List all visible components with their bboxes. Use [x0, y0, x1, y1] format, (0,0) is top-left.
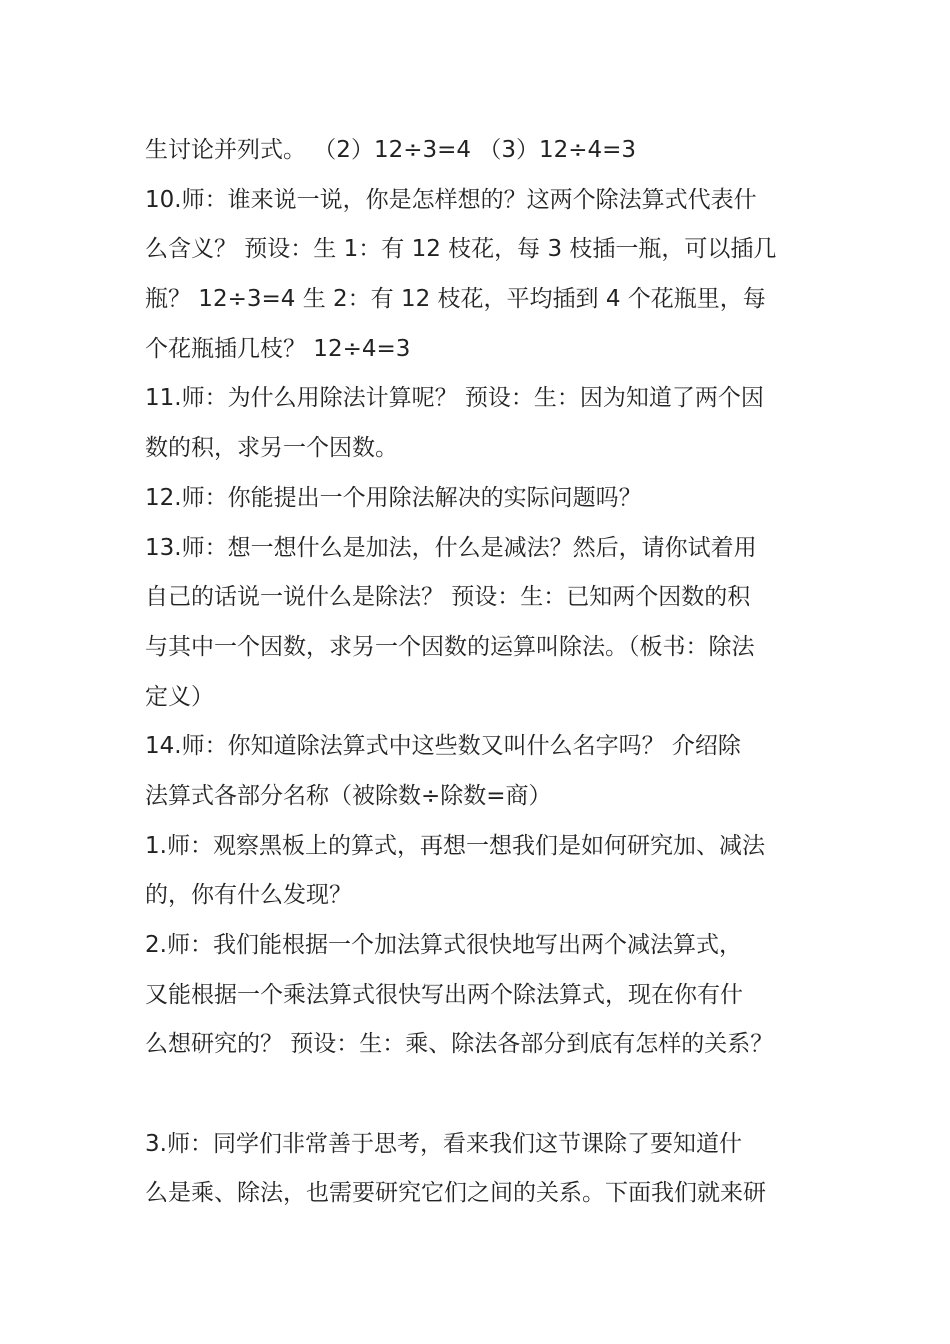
text-line: 12.师：你能提出一个用除法解决的实际问题吗？: [145, 484, 642, 511]
text-line: 13.师：想一想什么是加法，什么是减法？然后，请你试着用: [145, 534, 757, 561]
text-line: 么想研究的？ 预设：生：乘、除法各部分到底有怎样的关系？: [145, 1031, 774, 1058]
blank-line: [145, 1070, 835, 1120]
text-line: 瓶？ 12÷3=4 生 2：有 12 枝花，平均插到 4 个花瓶里，每: [145, 286, 766, 313]
text-line: 3.师：同学们非常善于思考，看来我们这节课除了要知道什: [145, 1130, 742, 1157]
text-line: 又能根据一个乘法算式很快写出两个除法算式，现在你有什: [145, 981, 743, 1008]
text-line: 的，你有什么发现？: [145, 882, 352, 909]
text-line: 自己的话说一说什么是除法？ 预设：生：已知两个因数的积: [145, 584, 751, 611]
text-line: 么含义？ 预设：生 1：有 12 枝花，每 3 枝插一瓶，可以插几: [145, 236, 777, 263]
text-line: 11.师：为什么用除法计算呢？ 预设：生：因为知道了两个因: [145, 385, 764, 412]
text-line: 定义）: [145, 683, 214, 710]
text-line: 法算式各部分名称（被除数÷除数=商）: [145, 782, 552, 809]
text-line: 2.师：我们能根据一个加法算式很快地写出两个减法算式，: [145, 932, 742, 958]
text-line: 14.师：你知道除法算式中这些数又叫什么名字吗？ 介绍除: [145, 733, 741, 760]
document-body: [145, 126, 835, 1219]
text-line: 么是乘、除法，也需要研究它们之间的关系。下面我们就来研: [145, 1180, 766, 1207]
text-line: 生讨论并列式。 （2）12÷3=4 （3）12÷4=3: [145, 137, 637, 163]
text-line: 10.师：谁来说一说，你是怎样想的？这两个除法算式代表什: [145, 186, 757, 213]
text-line: 1.师：观察黑板上的算式，再想一想我们是如何研究加、减法: [145, 832, 765, 859]
text-line: 与其中一个因数，求另一个因数的运算叫除法。（板书：除法: [145, 633, 755, 660]
text-line: 个花瓶插几枝？ 12÷4=3: [145, 335, 411, 362]
text-line: 数的积，求另一个因数。: [145, 435, 398, 462]
